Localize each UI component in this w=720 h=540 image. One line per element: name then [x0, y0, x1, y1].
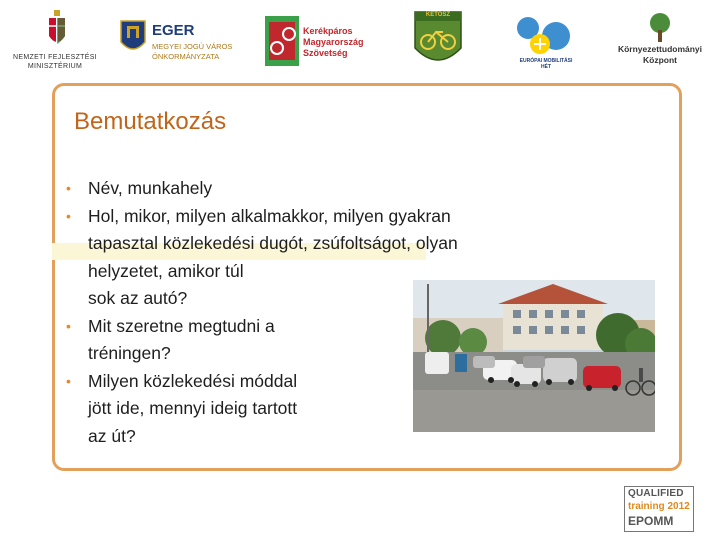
- bullet-line: Mit szeretne megtudni a: [88, 315, 275, 336]
- ministry-logo: [10, 10, 100, 72]
- coat-of-arms-icon: [48, 10, 66, 50]
- bullet-dot-icon: •: [66, 372, 71, 389]
- badge-line2: training 2012: [628, 501, 690, 512]
- eger-line2: ÖNKORMÁNYZATA: [152, 52, 220, 61]
- bullet-line: tréningen?: [88, 343, 171, 363]
- bike-shield-text: KETOSZ: [425, 12, 451, 18]
- qualified-training-badge: [624, 486, 694, 532]
- ministry-line2: MINISZTÉRIUM: [27, 63, 83, 70]
- slide-title: Bemutatkozás: [74, 108, 227, 135]
- bullet-line: Név, munkahely: [88, 178, 213, 198]
- bullet-item: [66, 175, 626, 203]
- bullet-line: az út?: [88, 425, 136, 446]
- bullet-line: Hol, mikor, milyen alkalmakkor, milyen gyakran: [88, 205, 451, 226]
- kerekparos-line2: Magyarország: [303, 37, 364, 47]
- ministry-line1: NEMZETI FEJLESZTÉSI: [13, 54, 97, 61]
- bullet-line: tapasztal közlekedési dugót, zsúfoltságot, olyan: [88, 233, 458, 253]
- mobility-week-icon: [508, 14, 580, 58]
- badge-line3: EPOMM: [628, 514, 674, 528]
- tree-icon: [648, 12, 672, 42]
- bullet-dot-icon: •: [66, 180, 71, 196]
- kerekparos-logo: [265, 16, 385, 68]
- bullet-line: jött ide, mennyi ideig tartott: [88, 398, 298, 418]
- bullet-dot-icon: •: [66, 207, 71, 224]
- kornyezet-logo: [610, 12, 710, 68]
- bullet-dot-icon: •: [66, 317, 71, 334]
- kornyezet-line1: Környezettudományi: [617, 44, 703, 54]
- kornyezet-line2: Központ: [643, 55, 677, 65]
- bullet-line: Milyen közlekedési móddal: [88, 370, 298, 391]
- bike-shield-logo: [413, 10, 463, 70]
- badge-line1: QUALIFIED: [628, 488, 684, 499]
- kerekparos-line1: Kerékpáros: [303, 26, 353, 36]
- eger-name: EGER: [152, 22, 195, 39]
- bullet-line: sok az autó?: [88, 288, 188, 308]
- kerekparos-mark-icon: [265, 16, 299, 66]
- bullet-line: helyzetet, amikor túl: [88, 260, 244, 281]
- eger-line1: MEGYEI JOGÚ VÁROS: [152, 42, 233, 51]
- eger-shield-icon: [120, 20, 146, 56]
- bicycle-shield-icon: [413, 10, 463, 70]
- parking-lot-photo: [413, 280, 655, 432]
- mobility-week-text: EURÓPAI MOBILITÁSI HÉT: [519, 58, 573, 70]
- kerekparos-line3: Szövetség: [303, 48, 348, 58]
- mobility-week-logo: [508, 14, 580, 68]
- eger-logo: [120, 20, 245, 65]
